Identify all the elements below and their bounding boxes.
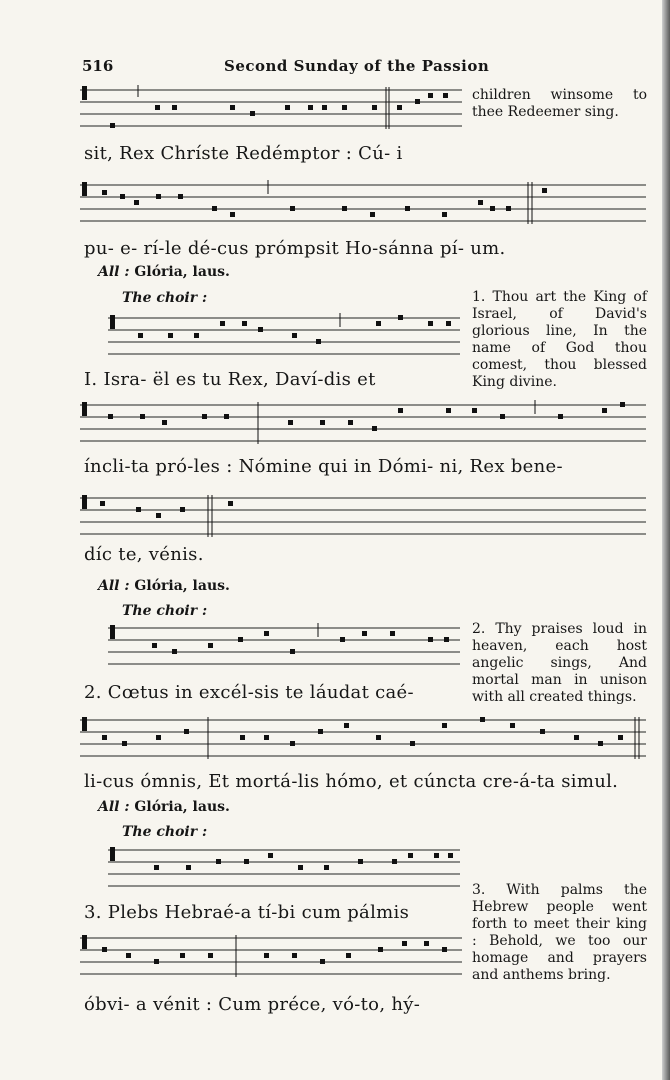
all-label: All : [98,264,130,280]
lyric-line-3: I. Isra- ël es tu Rex, Daví-dis et [84,369,376,390]
translation-0: children winsome to thee Redeemer sing. [472,87,647,120]
all-label: All : [98,578,130,594]
translation-2: 2. Thy praises loud in heaven, each host angelic sings, And mortal man in unison with all created things. [472,621,647,705]
translation-1: 1. Thou art the King of Israel, of David's glorious line, In the name of God thou comest, thou blessed King divine. [472,289,647,390]
all-label: All : [98,799,130,815]
chant-staff-6 [108,621,460,671]
lyric-line-1: sit, Rex Chríste Redémptor : Cú- i [84,143,403,164]
chant-staff-7 [80,713,646,765]
gloria-response: Glória, laus. [134,799,230,815]
lyric-line-6: 2. Cœtus in excél-sis te láudat caé- [84,682,414,703]
chant-staff-8 [108,843,460,893]
choir-label-1: The choir : [122,290,208,306]
choir-label-3: The choir : [122,824,208,840]
gloria-response: Glória, laus. [134,264,230,280]
gloria-response: Glória, laus. [134,578,230,594]
response-3 [98,799,230,815]
response-2 [98,578,230,594]
chant-staff-3 [108,311,460,361]
lyric-line-8: 3. Plebs Hebraé-a tí-bi cum pálmis [84,902,410,923]
page-title: Second Sunday of the Passion [224,57,490,75]
chant-staff-1 [80,83,462,133]
lyric-line-5: díc te, vénis. [84,544,204,565]
lyric-line-9: óbvi- a vénit : Cum préce, vó-to, hý- [84,994,421,1015]
chant-staff-5 [80,491,646,541]
page-number: 516 [82,57,114,75]
response-1 [98,264,230,280]
chant-staff-2 [80,178,646,230]
lyric-line-7: li-cus ómnis, Et mortá-lis hómo, et cúncta cre-á-ta simul. [84,771,619,792]
lyric-line-4: íncli-ta pró-les : Nómine qui in Dómi- ni, Rex bene- [84,456,563,477]
page-edge [662,0,670,1080]
chant-staff-9 [80,931,462,983]
page-header [82,57,642,77]
choir-label-2: The choir : [122,603,208,619]
chant-staff-4 [80,398,646,450]
lyric-line-2: pu- e- rí-le dé-cus prómpsit Ho-sánna pí- um. [84,238,506,259]
translation-3: 3. With palms the Hebrew people went forth to meet their king : Behold, we too our homage and prayers and anthems bring. [472,882,647,983]
